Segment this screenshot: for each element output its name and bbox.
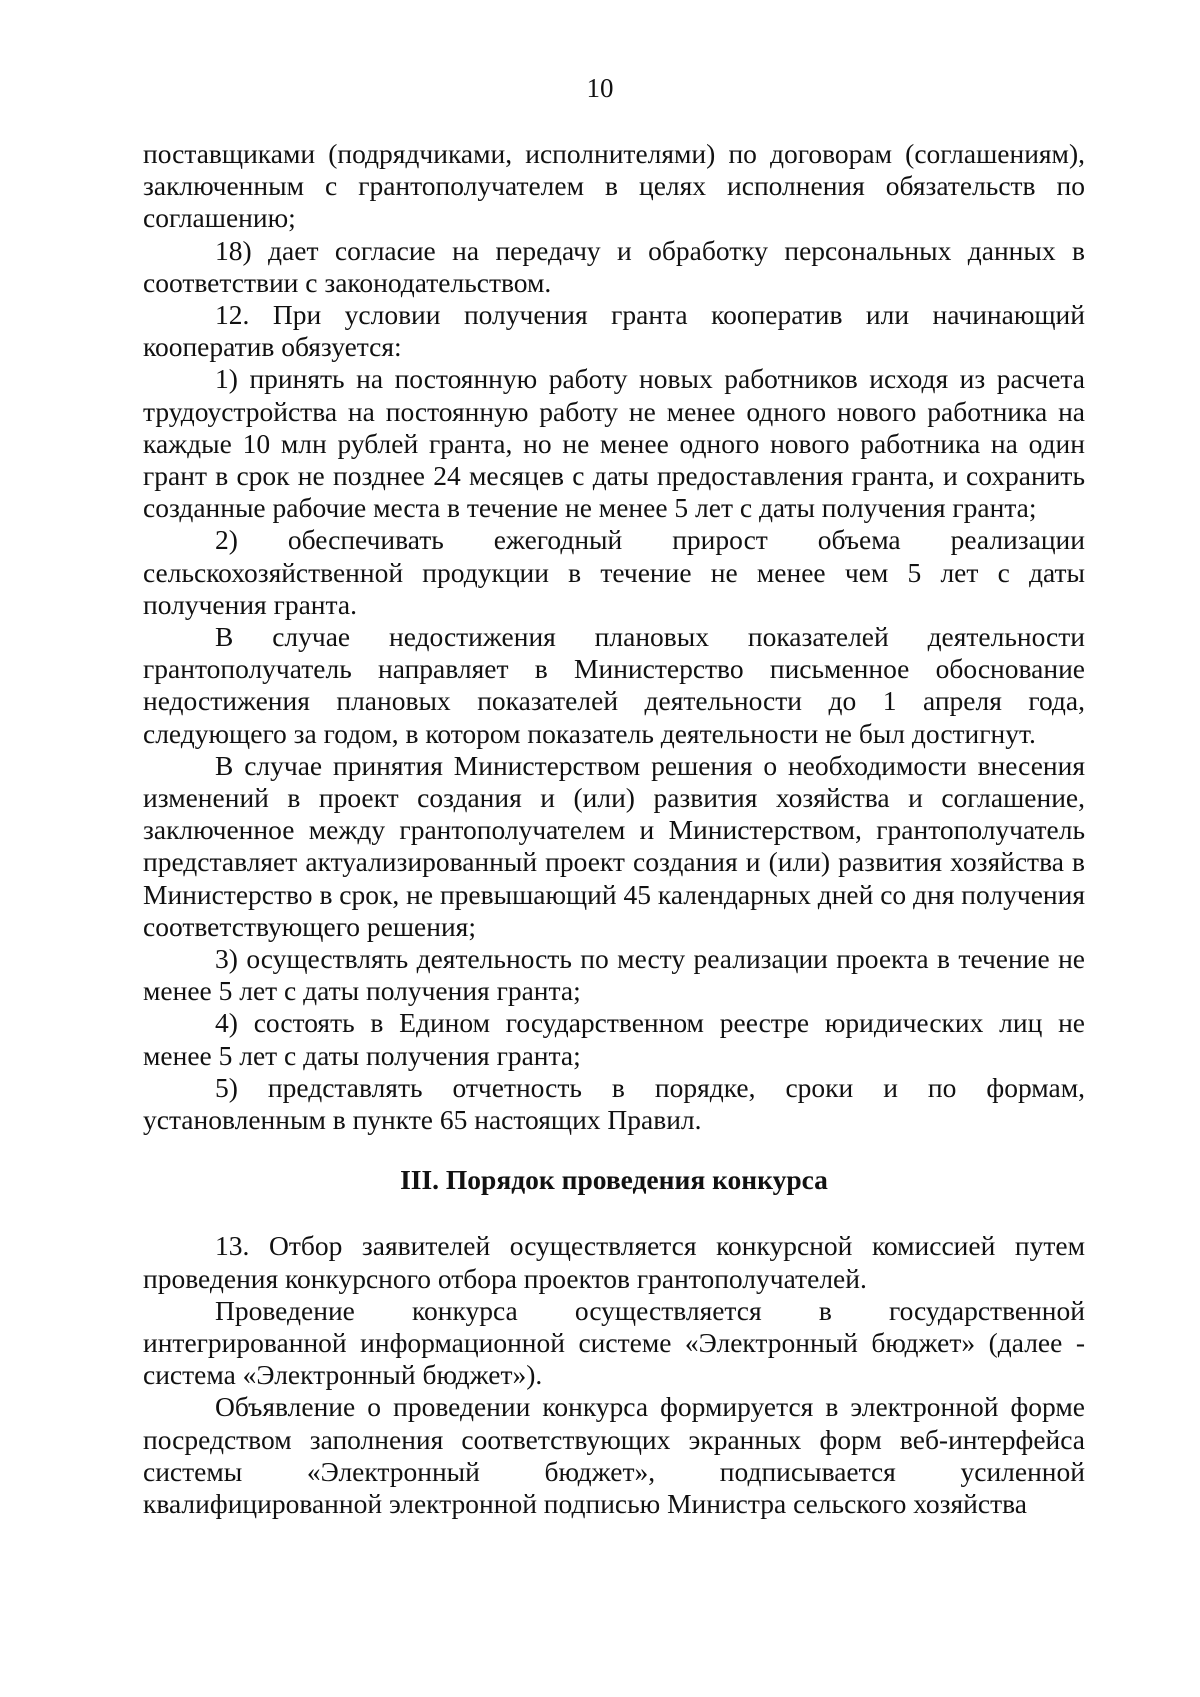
paragraph: 1) принять на постоянную работу новых работников исходя из расчета трудоустройства на постоянную работу не менее одного нового работника на каждые 10 млн рублей гранта, но не менее одного нового работника на один грант в срок не позднее 24 месяцев с даты предоставления гранта, и сохранить созданные рабочие места в течение не менее 5 лет с даты получения гранта; — [143, 363, 1085, 524]
paragraph: 13. Отбор заявителей осуществляется конкурсной комиссией путем проведения конкурсного отбора проектов грантополучателей. — [143, 1230, 1085, 1294]
paragraph: Объявление о проведении конкурса формируется в электронной форме посредством заполнения соответствующих экранных форм веб-интерфейса системы «Электронный бюджет», подписывается усиленной квалифицированной электронной подписью Министра сельского хозяйства — [143, 1391, 1085, 1519]
paragraph: 2) обеспечивать ежегодный прирост объема реализации сельскохозяйственной продукции в течение не менее чем 5 лет с даты получения гранта. — [143, 524, 1085, 620]
paragraph: Проведение конкурса осуществляется в государственной интегрированной информационной системе «Электронный бюджет» (далее - система «Электронный бюджет»). — [143, 1294, 1085, 1391]
paragraph: 18) дает согласие на передачу и обработку персональных данных в соответствии с законодательством. — [143, 234, 1085, 298]
paragraph: В случае принятия Министерством решения о необходимости внесения изменений в проект создания и (или) развития хозяйства и соглашение, заключенное между грантополучателем и Министерством, грантополучатель представляет актуализированный проект создания и (или) развития хозяйства в Министерство в срок, не превышающий 45 календарных дней со дня получения соответствующего решения; — [143, 749, 1085, 942]
paragraph: 4) состоять в Едином государственном реестре юридических лиц не менее 5 лет с даты получения гранта; — [143, 1007, 1085, 1071]
paragraph: 12. При условии получения гранта кооператив или начинающий кооператив обязуется: — [143, 299, 1085, 363]
page-number: 10 — [586, 73, 614, 103]
paragraph: В случае недостижения плановых показателей деятельности грантополучатель направляет в Министерство письменное обоснование недостижения плановых показателей деятельности до 1 апреля года, следующего за годом, в котором показатель деятельности не был достигнут. — [143, 621, 1085, 749]
paragraphs-before-heading — [143, 138, 1085, 1136]
paragraphs-after-heading — [143, 1230, 1085, 1520]
section-heading: III. Порядок проведения конкурса — [400, 1164, 828, 1196]
paragraph: поставщиками (подрядчиками, исполнителями) по договорам (соглашениям), заключенным с грантополучателем в целях исполнения обязательств по соглашению; — [143, 138, 1085, 234]
document-body — [143, 138, 1085, 1520]
paragraph: 3) осуществлять деятельность по месту реализации проекта в течение не менее 5 лет с даты получения гранта; — [143, 943, 1085, 1007]
paragraph: 5) представлять отчетность в порядке, сроки и по формам, установленным в пункте 65 настоящих Правил. — [143, 1071, 1085, 1136]
